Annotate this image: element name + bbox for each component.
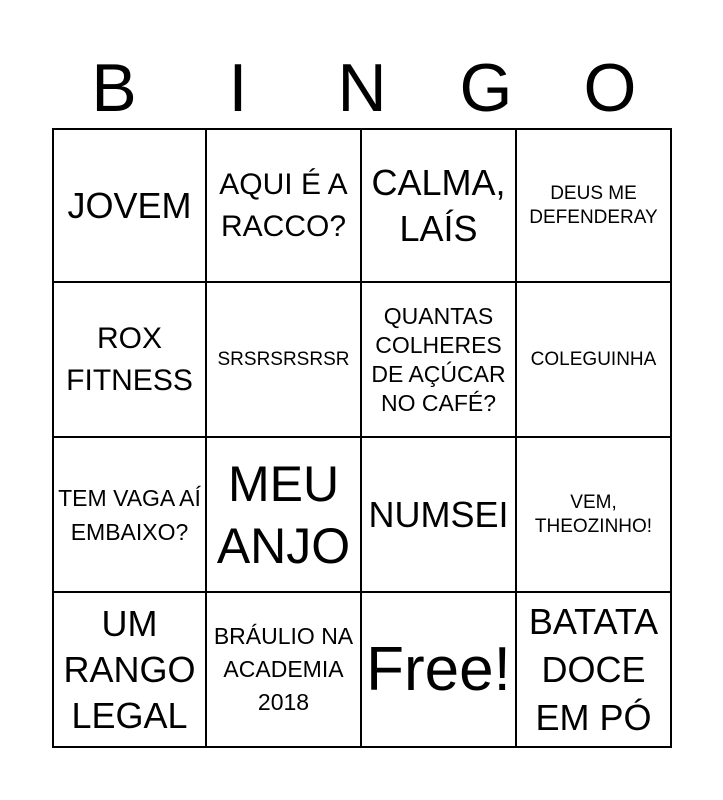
- bingo-cell[interactable]: [52, 593, 207, 748]
- bingo-cell[interactable]: [362, 438, 517, 593]
- bingo-cell[interactable]: [207, 438, 362, 593]
- bingo-header: [52, 50, 672, 126]
- free-space-cell[interactable]: [362, 593, 517, 748]
- bingo-card-grid: [52, 128, 672, 748]
- cell-text: QUANTAS COLHERES DE AÇÚCAR NO CAFÉ?: [371, 302, 506, 416]
- cell-text: MEU ANJO: [216, 455, 351, 574]
- bingo-cell[interactable]: [517, 128, 672, 283]
- cell-text: AQUI É A RACCO?: [219, 167, 348, 243]
- bingo-cell[interactable]: [362, 283, 517, 438]
- bingo-cell[interactable]: [362, 128, 517, 283]
- cell-text: ROX FITNESS: [66, 321, 193, 397]
- cell-text: UM RANGO LEGAL: [63, 602, 196, 736]
- header-letter-n: N: [337, 50, 387, 126]
- bingo-cell[interactable]: [52, 283, 207, 438]
- header-letter-g: G: [459, 50, 513, 126]
- free-space-text: Free!: [366, 634, 511, 704]
- cell-text: DEUS ME DEFENDERAY: [529, 182, 658, 228]
- bingo-cell[interactable]: [207, 283, 362, 438]
- cell-text: BATATA DOCE EM PÓ: [528, 600, 659, 738]
- cell-text: NUMSEI: [368, 493, 509, 535]
- bingo-cell[interactable]: [207, 128, 362, 283]
- cell-text: CALMA, LAÍS: [371, 161, 506, 249]
- bingo-cell[interactable]: [517, 593, 672, 748]
- header-letter-i: I: [228, 50, 248, 126]
- header-letter-o: O: [583, 50, 637, 126]
- cell-text: COLEGUINHA: [530, 348, 657, 370]
- cell-text: JOVEM: [67, 184, 192, 226]
- bingo-cell[interactable]: [517, 438, 672, 593]
- cell-text: SRSRSRSRSR: [217, 348, 350, 370]
- header-letter-b: B: [91, 50, 137, 126]
- cell-text: TEM VAGA AÍ EMBAIXO?: [58, 484, 201, 545]
- cell-text: VEM, THEOZINHO!: [534, 491, 653, 537]
- cell-text: BRÁULIO NA ACADEMIA 2018: [213, 623, 354, 715]
- bingo-cell[interactable]: [517, 283, 672, 438]
- bingo-cell[interactable]: [207, 593, 362, 748]
- bingo-cell[interactable]: [52, 128, 207, 283]
- bingo-cell[interactable]: [52, 438, 207, 593]
